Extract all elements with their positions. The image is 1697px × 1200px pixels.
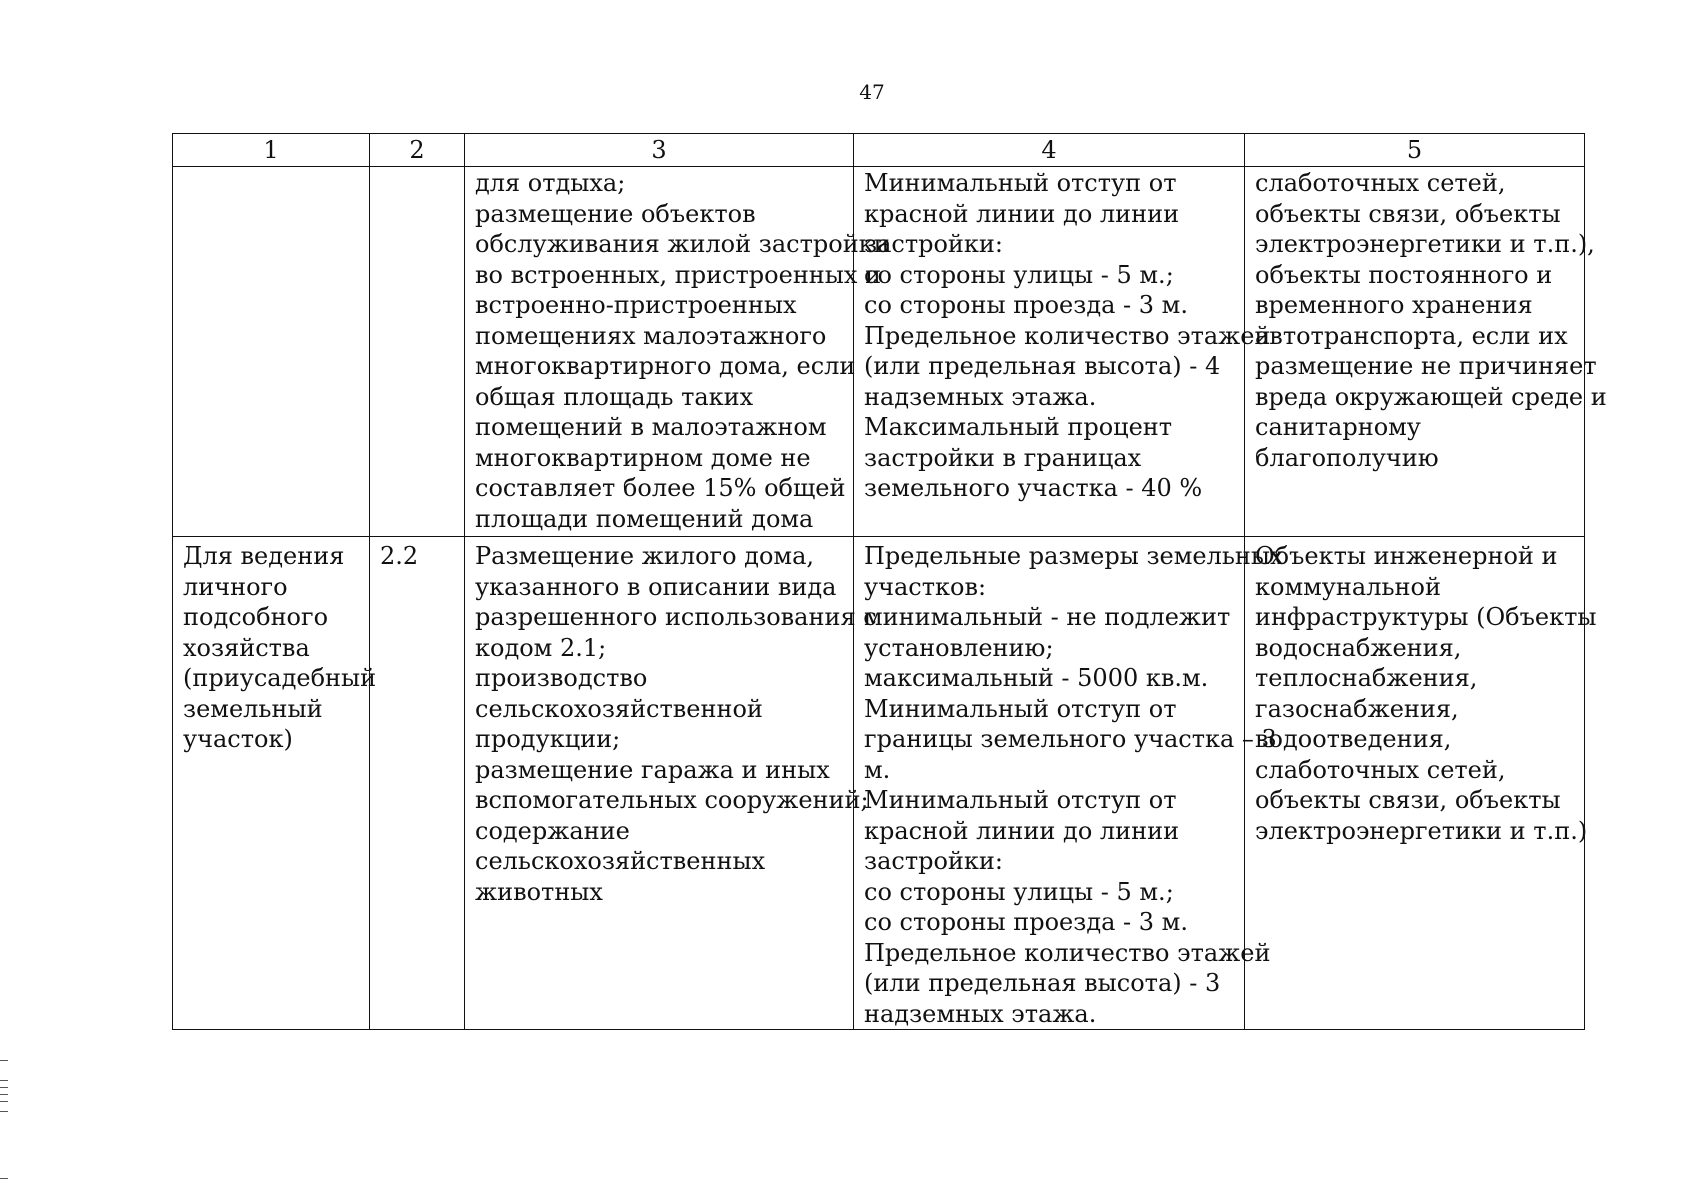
cell-text-line: содержание [475,816,630,845]
cell-text-line: со стороны проезда - 3 м. [864,908,1188,936]
page-number: 47 [859,80,885,104]
scan-edge-mark [0,1060,8,1061]
header-col-4: 4 [854,134,1245,167]
cell-text-line: земельного участка - 40 % [864,474,1203,502]
cell-use-description [465,167,890,537]
cell-text-line: (или предельная высота) - 4 [864,352,1221,380]
cell-text-line: со стороны улицы - 5 м.; [864,260,1174,289]
cell-text-line: многоквартирного дома, если [475,352,856,380]
cell-text-line: Максимальный процент [864,413,1173,441]
cell-text-line: помещениях малоэтажного [475,321,827,350]
cell-use-name [173,167,370,537]
cell-text-line: границы земельного участка – 3 [864,725,1277,753]
header-col-1: 1 [173,134,370,167]
cell-text-line: кодом 2.1; [475,633,607,662]
cell-text-line: подсобного [183,603,329,631]
cell-text-line: многоквартирном доме не [475,443,811,472]
cell-text-line: со стороны проезда - 3 м. [864,291,1188,319]
header-col-3: 3 [465,134,854,167]
scan-edge-mark [0,1087,8,1088]
scan-edge-mark [0,1111,8,1112]
cell-text-line: Размещение жилого дома, [475,542,815,570]
cell-text-line: (или предельная высота) - 3 [864,969,1221,997]
cell-use-code [370,167,465,537]
cell-text-line: встроенно-пристроенных [475,291,797,319]
cell-text-line: общая площадь таких [475,382,754,411]
cell-text-line: производство [475,664,648,692]
cell-text-line: водоснабжения, [1255,633,1462,662]
cell-text-line: застройки: [864,230,1004,258]
cell-use-description [465,537,877,1030]
table-header-row [173,134,1585,167]
cell-text-line: Предельное количество этажей [864,321,1271,350]
scan-edge-mark [0,1080,8,1081]
scan-edge-mark [0,1101,8,1102]
cell-text-line: объекты связи, объекты [1255,199,1561,228]
cell-text-line: размещение не причиняет [1255,352,1597,380]
header-col-5: 5 [1245,134,1585,167]
cell-text-line: 2.2 [380,542,419,570]
cell-text-line: Минимальный отступ от [864,169,1177,197]
cell-text-line: установлению; [864,633,1054,662]
cell-text-line: участков: [864,572,987,601]
cell-text-line: теплоснабжения, [1255,664,1478,692]
cell-auxiliary-uses [1245,167,1607,537]
cell-text-line: вспомогательных сооружений; [475,786,869,814]
cell-text-line: электроэнергетики и т.п.), [1255,230,1595,258]
cell-limit-parameters [854,537,1284,1030]
cell-text-line: животных [475,877,603,906]
cell-text-line: Предельные размеры земельных [864,542,1284,570]
cell-text-line: санитарному [1255,413,1421,441]
cell-text-line: хозяйства [183,633,310,662]
cell-text-line: разрешенного использования с [475,603,877,631]
cell-text-line: водоотведения, [1255,725,1452,753]
cell-text-line: со стороны улицы - 5 м.; [864,877,1174,906]
cell-text-line: Минимальный отступ от [864,786,1177,814]
cell-text-line: продукции; [475,725,621,753]
cell-text-line: сельскохозяйственных [475,847,766,875]
cell-text-line: объекты постоянного и [1255,260,1553,289]
table-row [173,537,1585,1030]
cell-text-line: минимальный - не подлежит [864,603,1231,631]
cell-text-line: временного хранения [1255,291,1533,319]
cell-use-code [370,537,465,1030]
cell-text-line: во встроенных, пристроенных и [475,260,882,289]
cell-text-line: коммунальной [1255,572,1441,601]
cell-limit-parameters [854,167,1271,537]
cell-text-line: слаботочных сетей, [1255,169,1506,197]
cell-text-line: участок) [183,725,293,753]
cell-text-line: м. [864,755,891,784]
scan-edge-mark [0,1094,8,1095]
cell-text-line: застройки: [864,847,1004,875]
cell-text-line: застройки в границах [864,443,1142,472]
cell-text-line: помещений в малоэтажном [475,413,827,441]
cell-text-line: инфраструктуры (Объекты [1255,603,1597,631]
cell-text-line: земельный [183,694,323,723]
cell-text-line: размещение гаража и иных [475,755,830,784]
cell-text-line: Для ведения [183,542,345,570]
cell-text-line: (приусадебный [183,664,377,692]
cell-text-line: Минимальный отступ от [864,694,1177,723]
cell-text-line: Предельное количество этажей [864,938,1271,967]
cell-text-line: обслуживания жилой застройки [475,230,890,258]
cell-text-line: надземных этажа. [864,999,1097,1028]
cell-text-line: красной линии до линии [864,199,1180,228]
cell-text-line: указанного в описании вида [475,572,837,601]
cell-text-line: площади помещений дома [475,504,814,533]
table-row [173,167,1585,537]
cell-text-line: сельскохозяйственной [475,694,763,723]
cell-use-name [173,537,377,1030]
cell-text-line: автотранспорта, если их [1255,321,1568,350]
cell-text-line: надземных этажа. [864,382,1097,411]
cell-text-line: газоснабжения, [1255,694,1459,723]
cell-text-line: электроэнергетики и т.п.) [1255,816,1588,845]
cell-text-line: личного [183,572,288,601]
scan-edge-mark [0,1178,8,1179]
land-use-table [172,133,1607,1030]
cell-text-line: Объекты инженерной и [1255,542,1558,570]
header-col-2: 2 [370,134,465,167]
cell-text-line: для отдыха; [475,169,626,197]
cell-text-line: красной линии до линии [864,816,1180,845]
cell-text-line: размещение объектов [475,199,756,228]
cell-text-line: вреда окружающей среде и [1255,382,1607,411]
cell-text-line: слаботочных сетей, [1255,755,1506,784]
cell-auxiliary-uses [1245,537,1597,1030]
cell-text-line: объекты связи, объекты [1255,786,1561,814]
cell-text-line: благополучию [1255,443,1439,472]
cell-text-line: составляет более 15% общей [475,474,846,502]
cell-text-line: максимальный - 5000 кв.м. [864,664,1209,692]
